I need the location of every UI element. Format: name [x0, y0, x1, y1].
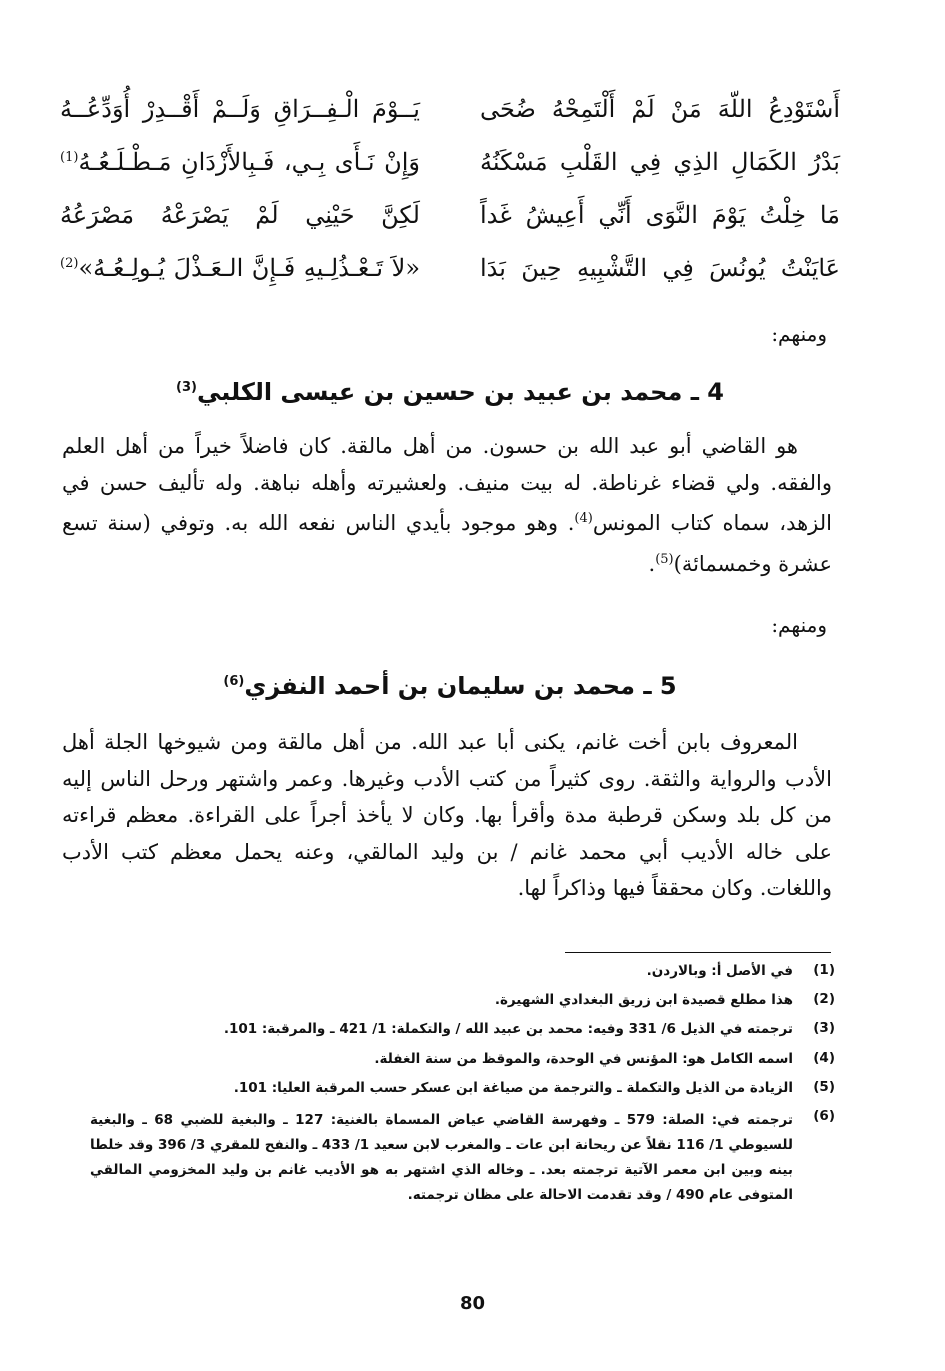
footnote-ref: (4) — [574, 511, 593, 526]
biography-paragraph — [62, 428, 832, 582]
footnote-ref: (2) — [60, 255, 79, 271]
footnote-ref: (6) — [223, 674, 245, 689]
footnote-text: في الأصل أ: وبالاردن. — [646, 963, 793, 979]
footnote — [90, 1050, 835, 1068]
footnote — [90, 1020, 835, 1038]
verse-first-hemistich: عَايَنْتُ يُونُسَ فِي التَّشْبِيهِ حِينَ بَدَا — [480, 253, 840, 282]
footnote-divider — [565, 952, 831, 953]
heading-text: 5 ـ محمد بن سليمان بن أحمد النفزي — [244, 672, 677, 700]
footnote-ref: (5) — [655, 551, 674, 567]
poem-verse — [60, 135, 840, 188]
footnote-number: (3) — [813, 1020, 835, 1037]
verse-first-hemistich: مَا خِلْتُ يَوْمَ النَّوَى أَنِّي أَعِيشُ غَداً — [480, 200, 840, 229]
paragraph-text: المعروف بابن أخت غانم، يكنى أبا عبد الله. من أهل مالقة ومن شيوخها الجلة أهل الأدب والرواية والثقة. روى كثيراً من كتب الأدب وغيرها. وعمر واشتهر ورحل الناس إليه من كل بلد وسكن قرطبة مدة وأقرأ بها. وكان لا يأخذ أجراً على القراءة. معظم قراءته على خاله الأديب أبي محمد غانم / بن وليد المالقي، وعنه يحمل معظم كتب الأدب واللغات. وكان محققاً فيها وذاكراً لها. — [62, 730, 832, 900]
hemistich-text: وَإِنْ نَـأَى بِـي، فَـبِالأَزْدَانِ مَـطْـلَـعُـهُ — [78, 147, 420, 176]
hemistich-text: «لاَ تَـعْـذُلِـيهِ فَـإِنَّ الـعَـذْلَ يُـولِـعُـهُ» — [78, 253, 420, 282]
footnote — [90, 1079, 835, 1097]
footnote-number: (2) — [813, 991, 835, 1008]
paragraph-text: هو القاضي أبو عبد الله بن حسون. من أهل مالقة. كان فاضلاً خيراً من أهل العلم والفقه. ولي قضاء غرناطة. له بيت منيف. ولعشيرته وأهله نباهة. وله تأليف حسن في الزهد، سماه كتاب المونس — [62, 434, 832, 535]
verse-second-hemistich — [60, 95, 420, 123]
footnote-text: هذا مطلع قصيدة ابن زريق البغدادي الشهيرة. — [494, 992, 793, 1009]
footnote-number: (1) — [813, 962, 835, 978]
entry-heading — [60, 672, 840, 700]
footnote-number: (6) — [813, 1107, 835, 1124]
poem-verse — [60, 188, 840, 241]
footnote-text: ترجمته في: الصلة: 579 ـ وفهرسة القاضي عياض المسماة بالغنية: 127 ـ والبغية للضبي 68 ـ والبغية للسيوطي 1/ 116 نقلاً عن ريحانة ابن عات ـ والمغرب لابن سعيد 1/ 433 ـ والنفح للمقري 3/ 396 وقد خلطا بينه وبين ابن معمر الآتية ترجمته بعد. ـ وخاله الذي اشتهر به هو الأديب غانم بن وليد المخزومي المالقي المتوفى عام 490 / وقد تقدمت الاحالة على مظان ترجمته. — [90, 1111, 793, 1203]
page-number: 80 — [459, 1293, 486, 1314]
footnotes — [90, 962, 835, 1219]
poem-verse — [60, 82, 840, 135]
poem — [60, 82, 840, 294]
biography-paragraph — [62, 724, 832, 907]
verse-first-hemistich: أَسْتَوْدِعُ اللّهَ مَنْ لَمْ أَلْتَمِحْهُ ضُحَى — [480, 94, 840, 123]
section-label: ومنهم: — [771, 322, 827, 346]
paragraph-text: . — [648, 551, 656, 576]
section-label: ومنهم: — [771, 613, 827, 637]
footnote-text: ترجمته في الذيل 6/ 331 وفيه: محمد بن عبيد الله / والتكملة: 1/ 421 ـ والمرقبة: 101. — [223, 1021, 793, 1038]
paragraph-text: . وهو موجود بأيدي الناس نفعه الله به. وتوفي (سنة تسع عشرة وخمسمائة) — [62, 511, 832, 576]
footnote — [90, 962, 835, 980]
footnote-number: (5) — [813, 1078, 835, 1095]
verse-second-hemistich — [60, 201, 420, 229]
verse-second-hemistich — [60, 254, 420, 282]
heading-text: 4 ـ محمد بن عبيد بن حسين بن عيسى الكلبي — [196, 378, 724, 406]
entry-heading — [60, 378, 840, 406]
footnote-ref: (1) — [60, 149, 79, 165]
footnote-text: اسمه الكامل هو: المؤنس في الوحدة، والموقظ من سنة الغفلة. — [374, 1050, 793, 1067]
footnote — [90, 991, 835, 1009]
verse-first-hemistich: بَدْرُ الكَمَالِ الذِي فِي القَلْبِ مَسْكَنُهُ — [480, 147, 840, 176]
footnote-text: الزيادة من الذيل والتكملة ـ والترجمة من صياغة ابن عسكر حسب المرقبة العليا: 101. — [233, 1079, 793, 1096]
footnote — [90, 1108, 835, 1208]
hemistich-text: يَــوْمَ الْـفِــرَاقِ وَلَــمْ أَقْــدِرْ أُوَدِّعُــهُ — [60, 94, 420, 123]
verse-second-hemistich — [60, 148, 420, 176]
footnote-number: (4) — [813, 1049, 835, 1066]
hemistich-text: لَكِنَّ حَيْنِي لَمْ يَصْرَعْهُ مَصْرَعُهُ — [60, 200, 420, 229]
footnote-ref: (3) — [176, 380, 197, 395]
poem-verse — [60, 241, 840, 294]
